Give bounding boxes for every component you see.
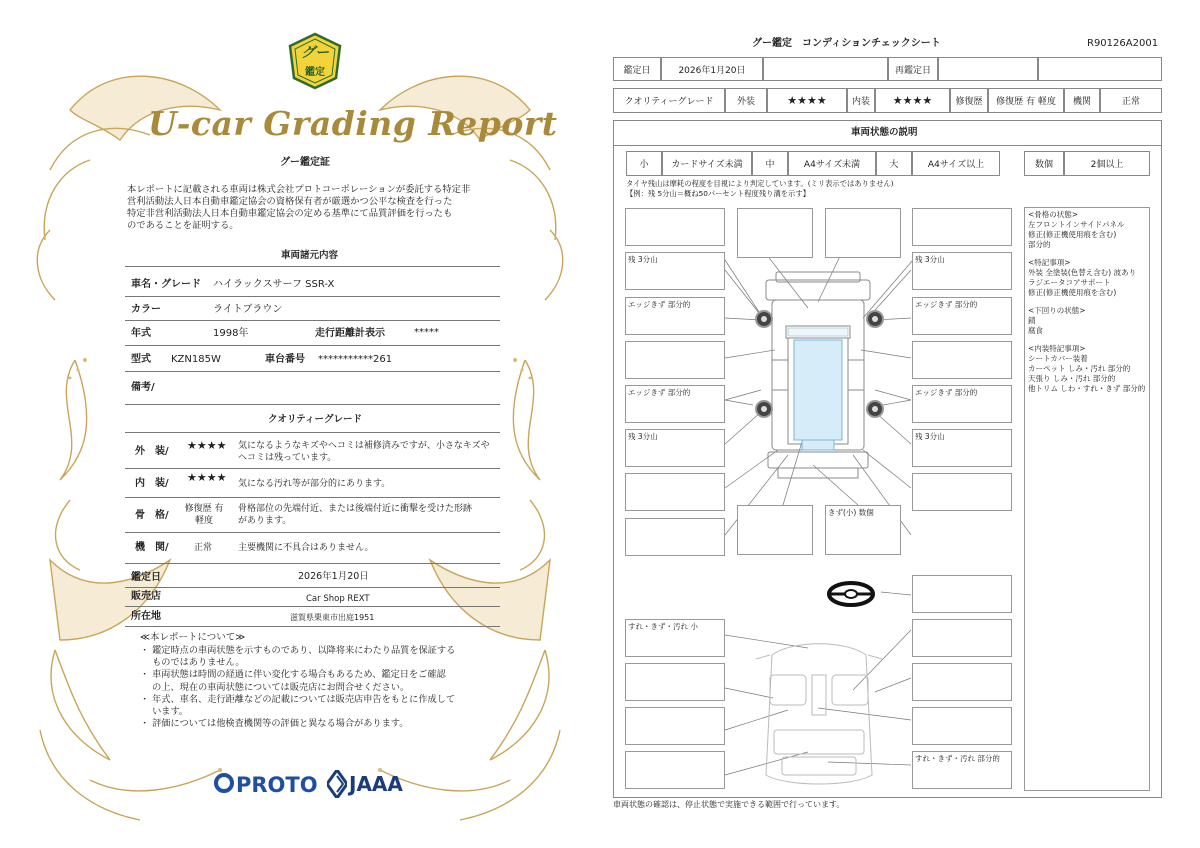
- edge-rr-label: エッジきず 部分的: [915, 388, 978, 397]
- grade-label: クオリティーグレード: [613, 88, 725, 113]
- shop-value: Car Shop REXT: [306, 594, 370, 604]
- remark-line: 修正(修正機使用痕を含む): [1028, 230, 1117, 239]
- count-desc: 2個以上: [1064, 151, 1150, 176]
- diagram-box: [912, 707, 1012, 745]
- interior-label: 内 装/: [135, 478, 169, 489]
- remark-line: 外装 全塗装(色替え含む) 波あり: [1028, 268, 1137, 277]
- diagram-box: [625, 751, 725, 789]
- sheet-title: グー鑑定 コンディションチェックシート: [752, 38, 941, 49]
- diagram-box: [625, 341, 725, 379]
- model-label: 型式: [131, 354, 151, 365]
- remarks-list: [1028, 210, 1145, 394]
- interior-top-label: すれ・きず・汚れ 小: [628, 622, 698, 631]
- remark-line: 左フロントインサイドパネル: [1028, 220, 1125, 229]
- name-label: 車名・グレード: [131, 279, 201, 290]
- edge-fl-label: エッジきず 部分的: [628, 300, 691, 309]
- state-heading: 車両状態の説明: [851, 127, 918, 138]
- remark-line: 他トリム しわ・すれ・きず 部分的: [1028, 384, 1146, 393]
- diagram-box: [625, 473, 725, 511]
- remark-line: [1028, 250, 1145, 258]
- badge-top-text: グー: [301, 45, 329, 61]
- remark-line: シートカバー装着: [1028, 354, 1088, 363]
- intro-line: 特定非営利活動法人日本自動車鑑定協会の定める基準にて品質評価を行ったも: [127, 208, 453, 219]
- steering-wheel-icon: [826, 580, 876, 608]
- frame-text: [238, 503, 472, 527]
- engine-text: 主要機関に不具合はありません。: [238, 543, 374, 553]
- size-small-desc: カードサイズ未満: [662, 151, 752, 176]
- tire-icon: [755, 400, 773, 418]
- exterior-text-line: 気になるようなキズやヘコミは補修済みですが、小さなキズや: [238, 441, 490, 451]
- diagram-box: [625, 208, 725, 246]
- exterior-stars: ★★★★: [187, 439, 227, 452]
- frame-label: 骨 格/: [135, 510, 169, 521]
- diagram-box: [625, 518, 725, 556]
- car-interior-view: [752, 635, 886, 790]
- remark-line: <下回りの状態>: [1028, 306, 1086, 315]
- note-line: います。: [140, 706, 189, 718]
- date-label: 鑑定日: [131, 572, 161, 583]
- remark-line: [1028, 336, 1145, 344]
- frame-value: [182, 503, 226, 527]
- remark-line: <特記事項>: [1028, 258, 1071, 267]
- remarks-label: 備考/: [131, 382, 155, 393]
- tire-fr-label: 残 3分山: [915, 255, 945, 264]
- engine-value: 正常: [194, 543, 213, 553]
- sheet-id: R90126A2001: [1087, 38, 1159, 49]
- chassis-value: ***********261: [318, 354, 393, 365]
- remark-line: 腐食: [1028, 326, 1043, 335]
- chassis-label: 車台番号: [265, 354, 305, 365]
- exterior-label: 外 装/: [135, 446, 169, 457]
- tire-icon: [866, 310, 884, 328]
- ext-label: 外装: [725, 88, 767, 113]
- address-value: 滋賀県栗東市出庭1951: [290, 613, 375, 622]
- size-mid: 中: [752, 151, 788, 176]
- certificate-title: グー鑑定証: [280, 157, 330, 168]
- diagram-box: [912, 473, 1012, 511]
- diagram-box: [912, 575, 1012, 613]
- remark-line: カーペット しみ・汚れ 部分的: [1028, 364, 1131, 373]
- frame-text-line: があります。: [238, 516, 292, 526]
- tire-icon: [755, 310, 773, 328]
- year-label: 年式: [131, 328, 151, 339]
- year-value: 1998年: [213, 328, 249, 339]
- remark-line: <内装特記事項>: [1028, 344, 1086, 353]
- diagram-box: [825, 208, 901, 258]
- interior-text: 気になる汚れ等が部分的にあります。: [238, 479, 391, 489]
- car-top-view: [758, 270, 878, 485]
- shop-label: 販売店: [131, 591, 161, 602]
- intro-line: 本レポートに記載される車両は株式会社プロトコーポレーションが委託する特定非: [127, 184, 471, 195]
- color-value: ライトブラウン: [213, 304, 283, 315]
- remark-line: <骨格の状態>: [1028, 210, 1079, 219]
- remark-line: 天張り しみ・汚れ 部分的: [1028, 374, 1116, 383]
- diagram-box: [912, 619, 1012, 657]
- remark-line: 錆: [1028, 316, 1036, 325]
- engine-label-sheet: 機関: [1064, 88, 1100, 113]
- count-label: 数個: [1024, 151, 1064, 176]
- script-title: U-car Grading Report: [148, 104, 558, 143]
- remark-line: 部分的: [1028, 240, 1051, 249]
- sheet-date-value: 2026年1月20日: [661, 57, 763, 81]
- exterior-text: [238, 440, 490, 464]
- model-value: KZN185W: [171, 354, 221, 365]
- diagram-box: [912, 208, 1012, 246]
- remark-line: 修正(修正機使用痕を含む): [1028, 288, 1117, 297]
- repair-value: 修復歴 有 軽度: [988, 88, 1064, 113]
- engine-value-sheet: 正常: [1100, 88, 1162, 113]
- remark-line: [1028, 298, 1145, 306]
- tire-fl-label: 残 3分山: [628, 255, 658, 264]
- sheet-footer: 車両状態の確認は、停止状態で実施できる範囲で行っています。: [613, 800, 845, 809]
- diagram-box: [912, 663, 1012, 701]
- sheet-date-blank: [763, 57, 888, 81]
- note-line: ・ 評価については他検査機関等の評価と異なる場合があります。: [140, 718, 409, 730]
- proto-logo-text: PROTO: [236, 773, 318, 797]
- tire-rr-label: 残 3分山: [915, 432, 945, 441]
- diagram-box: [737, 208, 813, 258]
- size-large-desc: A4サイズ以上: [912, 151, 1000, 176]
- edge-rl-label: エッジきず 部分的: [628, 388, 691, 397]
- tire-rl-label: 残 3分山: [628, 432, 658, 441]
- tire-note: タイヤ残山は摩耗の程度を目視により判定しています。(ミリ表示ではありません): [626, 179, 894, 188]
- color-label: カラー: [131, 304, 161, 315]
- note-line: ・ 車両状態は時間の経過に伴い変化する場合もあるため、鑑定日をご確認: [140, 669, 446, 681]
- note-line: の上、現在の車両状態については販売店にお問合せください。: [140, 681, 410, 693]
- badge-bottom-text: 鑑定: [305, 67, 325, 78]
- sheet-redate-value: [938, 57, 1038, 81]
- sheet-redate-blank: [1038, 57, 1162, 81]
- frame-value-line: 軽度: [194, 516, 213, 526]
- note-line: ものではありません。: [140, 657, 245, 669]
- int-label: 内装: [847, 88, 875, 113]
- tire-example: 【例：残 5分山＝概ね50パーセント程度残り溝を示す】: [626, 189, 810, 198]
- note-line: ・ 年式、車名、走行距離などの記載については販売店申告をもとに作成して: [140, 693, 456, 705]
- tire-icon: [866, 400, 884, 418]
- repair-label: 修復歴: [950, 88, 988, 113]
- mileage-label: 走行距離計表示: [315, 328, 385, 339]
- intro-line: のであることを証明する。: [127, 220, 239, 231]
- name-value: ハイラックスサーフ SSR-X: [213, 279, 335, 290]
- mileage-value: *****: [414, 327, 439, 338]
- int-stars: ★★★★: [875, 88, 950, 113]
- goo-badge: [286, 32, 344, 90]
- size-small: 小: [626, 151, 662, 176]
- diagram-box: [625, 663, 725, 701]
- ext-stars: ★★★★: [767, 88, 847, 113]
- interior-stars: ★★★★: [187, 471, 227, 484]
- certificate-intro: [127, 184, 470, 232]
- rear-small-label: きず(小) 数個: [828, 508, 874, 517]
- exterior-text-line: ヘコミは残っています。: [238, 453, 337, 463]
- proto-logo-mark: [214, 773, 234, 793]
- frame-value-line: 修復歴 有: [184, 504, 224, 514]
- address-label: 所在地: [131, 611, 161, 622]
- specs-heading: 車両諸元内容: [281, 250, 339, 261]
- diagram-box: [737, 505, 813, 555]
- date-value: 2026年1月20日: [298, 571, 369, 582]
- frame-text-line: 骨格部位の先端付近、または後端付近に衝撃を受けた形跡: [238, 504, 473, 514]
- edge-fr-label: エッジきず 部分的: [915, 300, 978, 309]
- intro-line: 営利活動法人日本自動車鑑定協会の資格保有者が厳選かつ公平な検査を行った: [127, 196, 453, 207]
- remark-line: ラジエータコアサポート: [1028, 278, 1111, 287]
- diagram-box: [912, 341, 1012, 379]
- notes-list: [140, 645, 455, 730]
- size-large: 大: [876, 151, 912, 176]
- quality-heading: クオリティーグレード: [268, 414, 363, 425]
- engine-label: 機 関/: [135, 542, 169, 553]
- interior-bottom-label: すれ・きず・汚れ 部分的: [915, 754, 1000, 763]
- notes-heading: ≪本レポートについて≫: [140, 632, 246, 643]
- diagram-box: [625, 707, 725, 745]
- sheet-date-label: 鑑定日: [613, 57, 661, 81]
- sheet-redate-label: 再鑑定日: [888, 57, 938, 81]
- jaaa-logo-text: JAAA: [349, 772, 403, 796]
- note-line: ・ 鑑定時点の車両状態を示すものであり、以降将来にわたり品質を保証する: [140, 645, 456, 656]
- size-mid-desc: A4サイズ未満: [788, 151, 876, 176]
